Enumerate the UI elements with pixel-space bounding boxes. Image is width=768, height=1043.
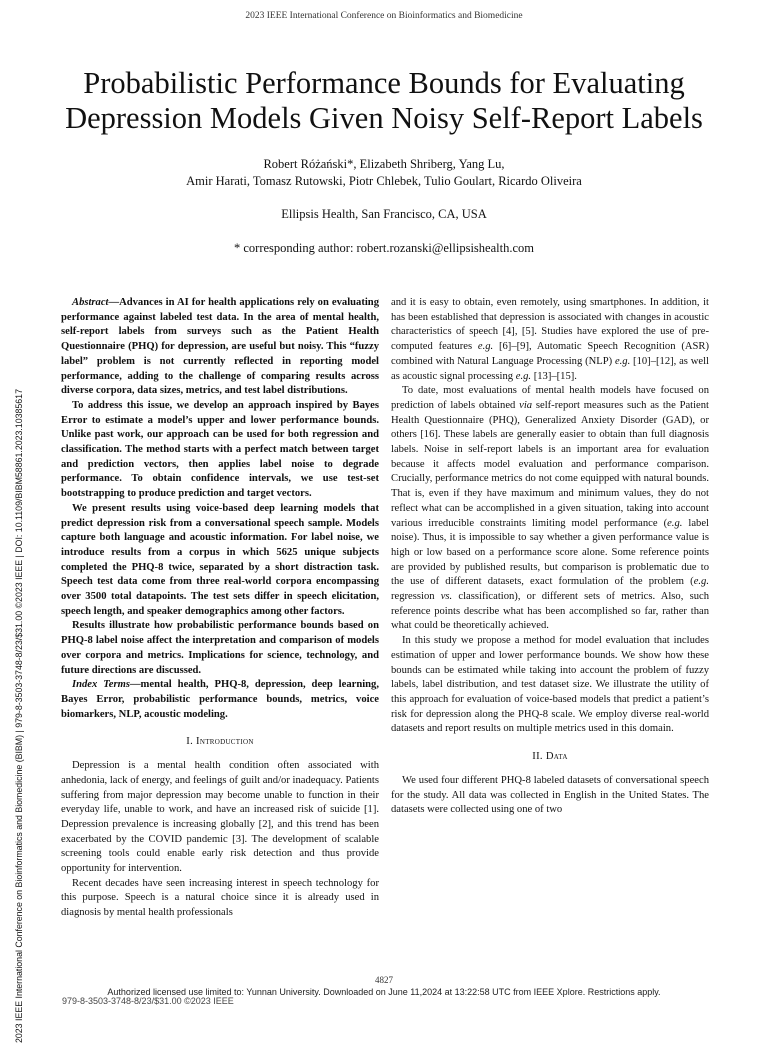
left-column [61,296,379,921]
abstract [61,296,379,722]
body-paragraph: In this study we propose a method for model evaluation that includes estimation of upper and lower performance bounds. We show how these bounds can be estimated while taking into account the problem of fuzzy labels, label distribution, and test dataset size. We illustrate the utility of this approach for evaluation of voice-based models that predict a patient’s risk for depression along the PHQ-8 scale. We employ diverse real-world datasets and report results on multiple metrics used in this domain. [391,635,709,735]
title-line-1: Probabilistic Performance Bounds for Evaluating [83,66,685,100]
abstract-label: Abstract [72,297,109,308]
copyright-footer: 979-8-3503-3748-8/23/$31.00 ©2023 IEEE [62,996,234,1006]
section-heading-data: II. Data [532,751,568,763]
body-paragraph: To date, most evaluations of mental health models have focused on prediction of labels obtained via self-report measures such as the Patient Health Questionnaire (PHQ), Generalized Anxiety Disorder (GAD), or others [16]. These labels are generally easier to obtain than full diagnosis labels. Noise in self-report labels is an important area for evaluation because it affects model evaluation and performance comparison. Crucially, performance metrics do not come equipped with natural bounds. That is, even if they have maximum and minimum values, they do not reflect what can be accomplished in a given situation, taking into account various irreducible constraints limiting model performance (e.g. label noise). Thus, it is impossible to say whether a given performance value is high or low based on a performance score alone. Some reference points are provided by published results, but comparison is problematic due to the use of different datasets, exact formulation of the problem (e.g. regression vs. classification), or different sets of metrics. Also, such reference points describe what has been accomplished so far, rather than what could be theoretically achieved. [391,385,709,632]
license-footer: Authorized licensed use limited to: Yunnan University. Downloaded on June 11,2024 at 13:22:58 UTC from IEEE Xplore. Restrictions apply. [107,987,661,997]
body-paragraph: and it is easy to obtain, even remotely, using smartphones. In addition, it has been established that depression is associated with changes in acoustic characteristics of speech [4], [5]. Studies have explored the use of pre-computed features e.g. [6]–[9], Automatic Speech Recognition (ASR) combined with Natural Language Processing (NLP) e.g. [10]–[12], as well as acoustic signal processing e.g. [13]–[15]. [391,297,709,382]
body-paragraph: Depression is a mental health condition often associated with anhedonia, lack of energy, and feelings of guilt and/or inadequacy. Patients suffering from major depression may become unable to function in their everyday life, unable to work, and have an increased risk of suicide [1]. Depression prevalence is increasing globally [2], and this trend has been exacerbated by the COVID pandemic [3]. The development of scalable screening tools could enable early risk detection and thus provide opportunity for intervention. [61,760,379,875]
body-paragraph: We used four different PHQ-8 labeled datasets of conversational speech for the study. All data was collected in English in the United States. The datasets were collected using one of two [391,774,709,816]
title-line-2: Depression Models Given Noisy Self-Report Labels [65,101,703,135]
author-list [60,156,708,190]
authors-line-2: Amir Harati, Tomasz Rutowski, Piotr Chlebek, Tulio Goulart, Ricardo Oliveira [186,174,582,188]
abstract-paragraph: We present results using voice-based deep learning models that predict depression risk from a conversational speech sample. Models capture both language and acoustic information. For label noise, we introduce results from a corpus in which 5625 unique subjects completed the PHQ-8 twice, separated by a short distraction task. Speech test data come from three real-world corpora encompassing over 3500 total datapoints. The test sets differ in speech elicitation, speech length, and speaker demographics among other factors. [61,502,379,617]
index-terms-label: Index Terms [72,679,130,691]
abstract-paragraph: To address this issue, we develop an approach inspired by Bayes Error to estimate a model’s upper and lower performance bounds. Unlike past work, our approach can be used for both regression and classification. The method starts with a perfect match between target and prediction vectors, then applies label noise to degrade performance. To obtain confidence intervals, we use test-set bootstrapping to produce prediction and target vectors. [61,399,379,500]
affiliation: Ellipsis Health, San Francisco, CA, USA [281,207,487,221]
right-column [391,296,709,818]
authors-line-1: Robert Różański*, Elizabeth Shriberg, Yang Lu, [263,157,505,171]
conference-header: 2023 IEEE International Conference on Bioinformatics and Biomedicine [245,11,523,21]
corresponding-author: * corresponding author: robert.rozanski@ellipsishealth.com [234,241,534,255]
page-number: 4827 [375,975,393,985]
body-paragraph: Recent decades have seen increasing interest in speech technology for this purpose. Speech is a natural choice since it is already used in diagnosis by mental health professionals [61,877,379,919]
abstract-paragraph: Abstract—Advances in AI for health applications rely on evaluating performance against labeled test data. In the area of mental health, self-report labels from surveys such as the Patient Health Questionnaire (PHQ) for depression, are useful but noisy. This “fuzzy label” problem is not currently reflected in reporting model performance, adding to the challenge of comparing results across diverse corpora, data sizes, metrics, and test label distributions. [61,297,379,397]
abstract-paragraph: Results illustrate how probabilistic performance bounds based on PHQ-8 label noise affect the interpretation and comparison of models over corpora and metrics. Implications for science, technology, and future directions are discussed. [61,620,379,676]
side-publication-strip: 2023 IEEE International Conference on Bioinformatics and Biomedicine (BIBM) | 979-8-3503-3748-8/23/$31.00 ©2023 IEEE | DOI: 10.1109/BIBM58861.2023.10385617 [14,389,24,1043]
index-terms: Index Terms—mental health, PHQ-8, depression, deep learning, Bayes Error, probabilistic performance bounds, metrics, voice biomarkers, NLP, acoustic modeling. [61,679,380,720]
section-heading-introduction: I. Introduction [186,736,254,748]
paper-title [40,66,728,136]
